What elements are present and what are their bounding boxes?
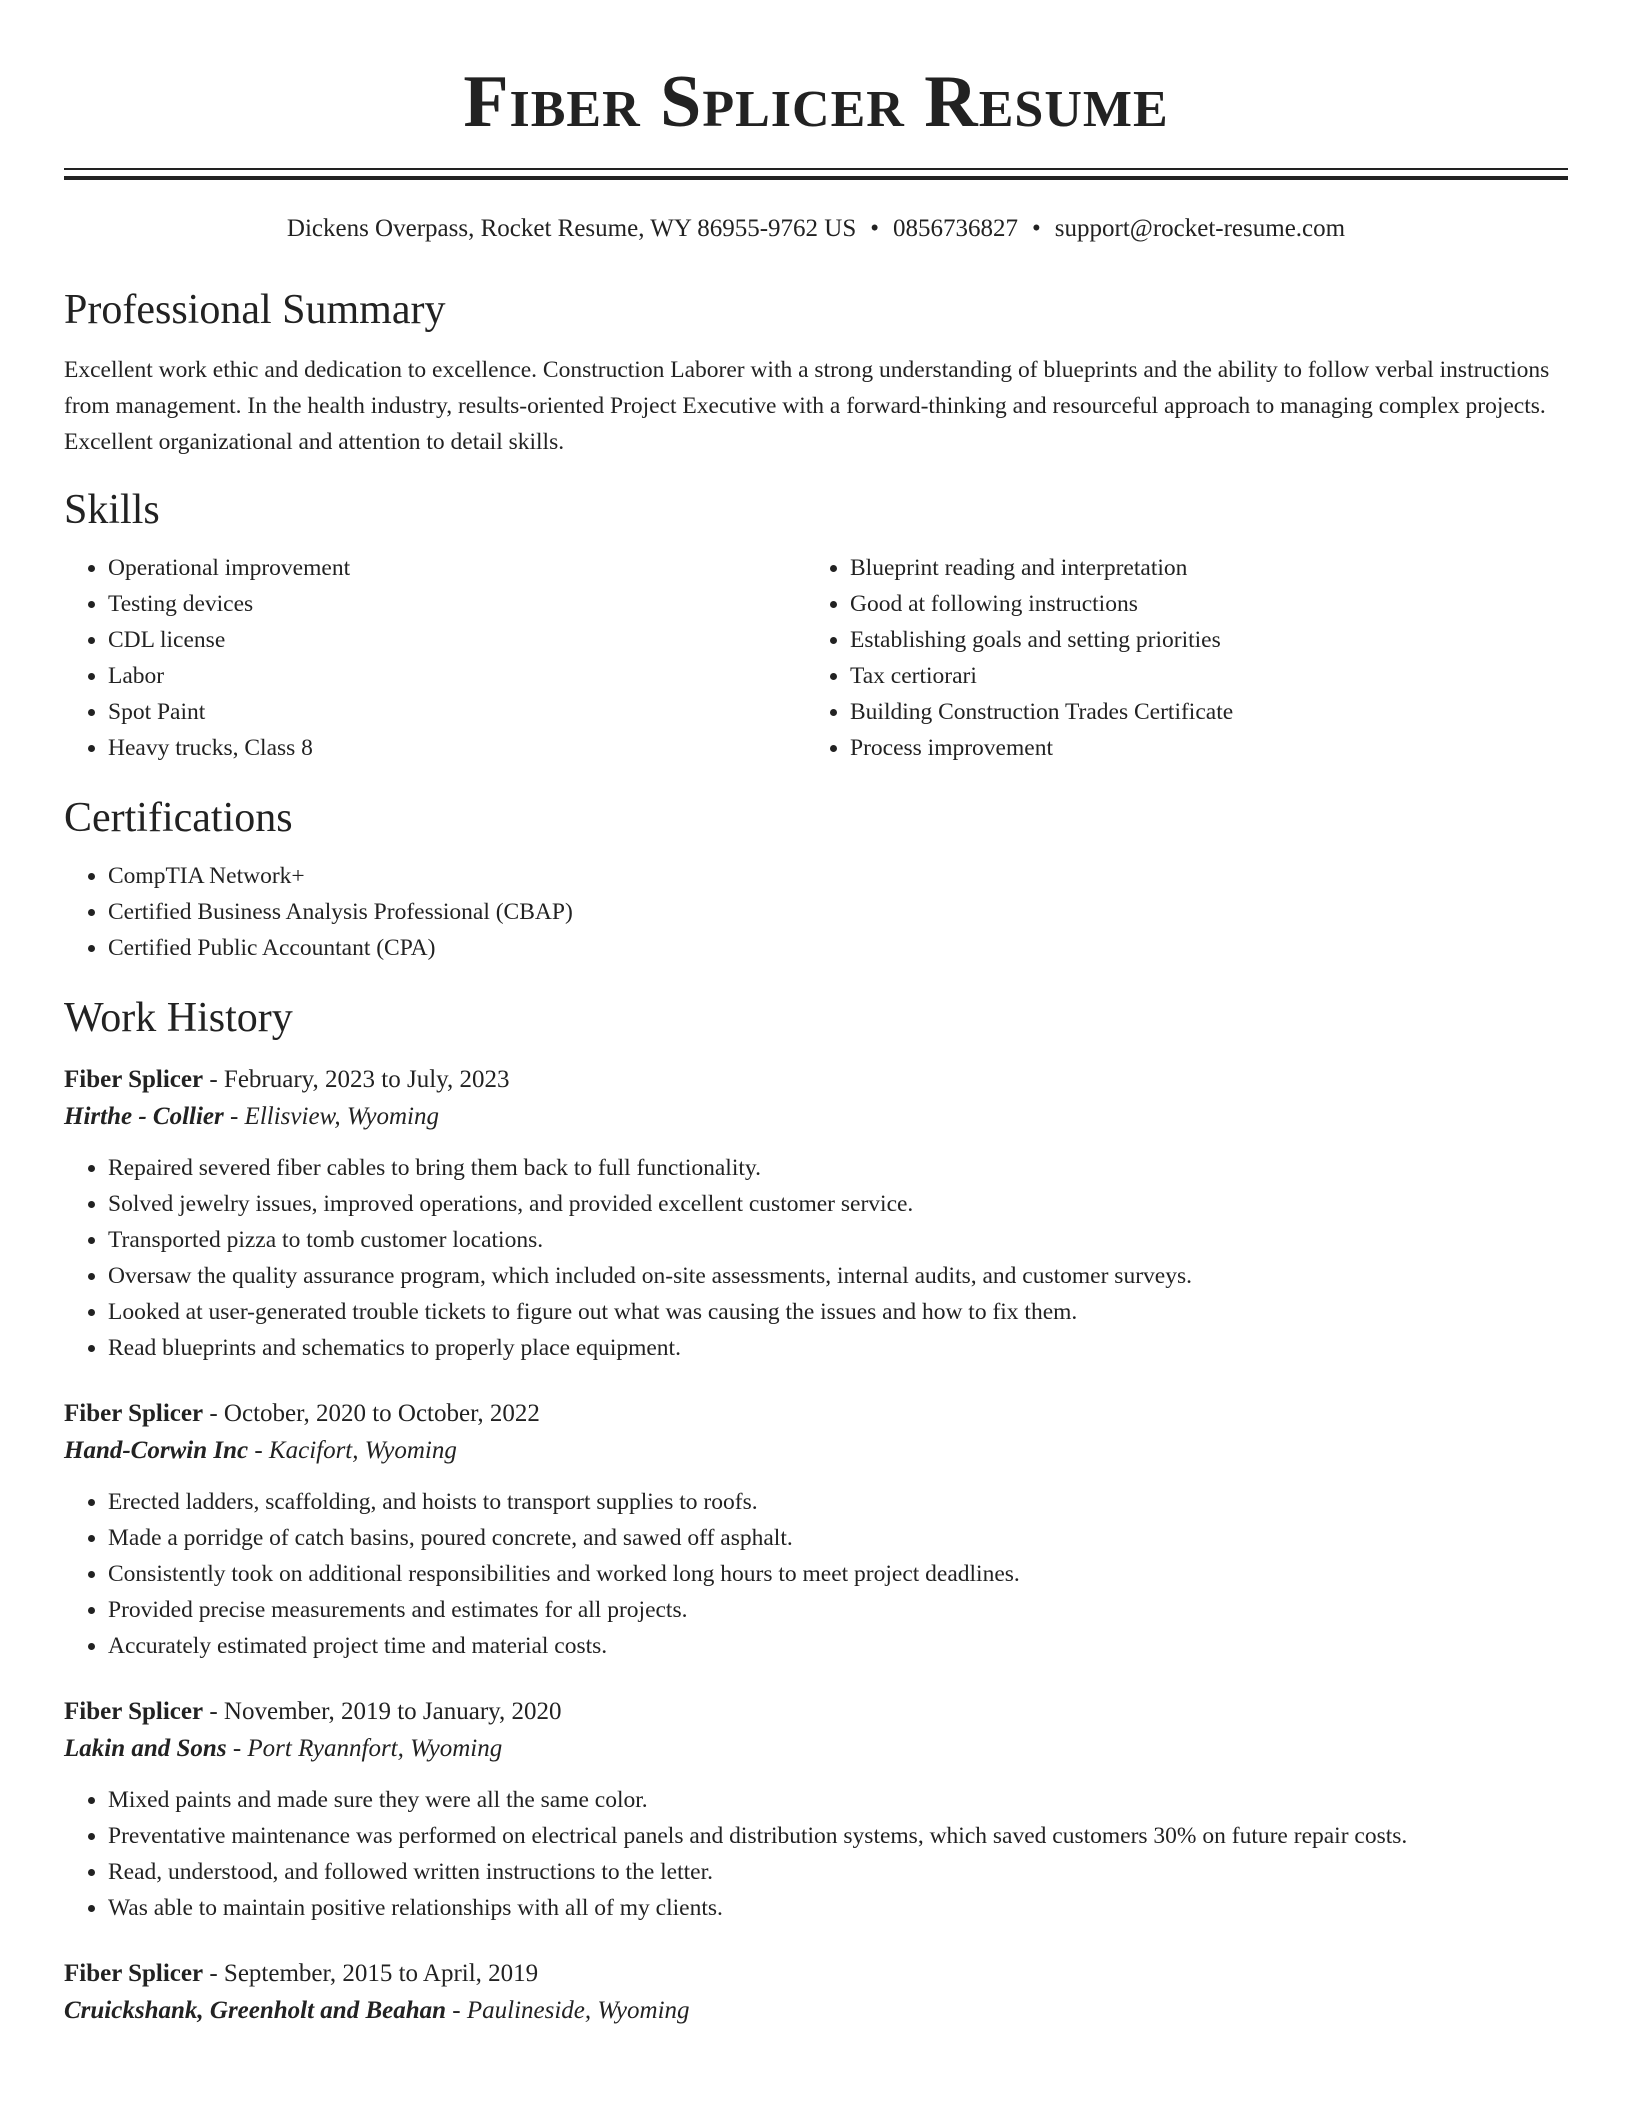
skill-item: • Testing devices bbox=[108, 586, 806, 622]
job-entry bbox=[64, 1396, 1568, 1664]
skill-item: • Spot Paint bbox=[108, 694, 806, 730]
job-dates: - February, 2023 to July, 2023 bbox=[203, 1066, 510, 1093]
skills-list-left bbox=[64, 550, 806, 766]
job-role: Fiber Splicer bbox=[64, 1066, 204, 1093]
job-duty-item: • Read blueprints and schematics to properly place equipment. bbox=[108, 1330, 1568, 1366]
job-duty-item: • Accurately estimated project time and material costs. bbox=[108, 1628, 1568, 1664]
job-role: Fiber Splicer bbox=[64, 1400, 204, 1427]
skills-grid bbox=[64, 550, 1568, 766]
job-duty-item: • Looked at user-generated trouble tickets to figure out what was causing the issues and how to fix them. bbox=[108, 1294, 1568, 1330]
job-duty-item: • Oversaw the quality assurance program, which included on-site assessments, internal audits, and customer surveys. bbox=[108, 1258, 1568, 1294]
job-company: Lakin and Sons bbox=[64, 1735, 227, 1762]
title-divider-thick bbox=[64, 176, 1568, 180]
summary-text: Excellent work ethic and dedication to excellence. Construction Laborer with a strong understanding of blueprints and the ability to follow verbal instructions from management. In the health industry, results-oriented Project Executive with a forward-thinking and resourceful approach to managing complex projects. Excellent organizational and attention to detail skills. bbox=[64, 357, 1550, 455]
job-location: - Kacifort, Wyoming bbox=[248, 1437, 457, 1464]
job-dates: - November, 2019 to January, 2020 bbox=[203, 1698, 562, 1725]
job-company: Hand-Corwin Inc bbox=[64, 1437, 249, 1464]
skill-item: • Good at following instructions bbox=[850, 586, 1548, 622]
resume-title: Fiber Splicer Resume bbox=[463, 61, 1169, 143]
job-title-line bbox=[64, 1694, 1568, 1730]
job-title-line bbox=[64, 1956, 1568, 1992]
job-duty-item: • Erected ladders, scaffolding, and hoists to transport supplies to roofs. bbox=[108, 1484, 1568, 1520]
job-duties-list bbox=[64, 1150, 1568, 1366]
title-divider-thin bbox=[64, 168, 1568, 170]
job-company-line bbox=[64, 1432, 1568, 1470]
job-title-line bbox=[64, 1396, 1568, 1432]
job-duty-item: • Was able to maintain positive relationships with all of my clients. bbox=[108, 1890, 1568, 1926]
skills-column-left bbox=[64, 550, 806, 766]
job-duty-item: • Mixed paints and made sure they were all the same color. bbox=[108, 1782, 1568, 1818]
contact-email[interactable]: support@rocket-resume.com bbox=[1054, 215, 1346, 242]
certification-item: • CompTIA Network+ bbox=[108, 858, 1568, 894]
skill-item: • Process improvement bbox=[850, 730, 1548, 766]
work-history-heading: Work History bbox=[64, 995, 293, 1041]
job-duty-item: • Consistently took on additional responsibilities and worked long hours to meet project deadlines. bbox=[108, 1556, 1568, 1592]
job-dates: - September, 2015 to April, 2019 bbox=[203, 1960, 539, 1987]
skill-item: • Tax certiorari bbox=[850, 658, 1548, 694]
job-duty-item: • Transported pizza to tomb customer locations. bbox=[108, 1222, 1568, 1258]
contact-separator: • bbox=[870, 215, 880, 242]
summary-heading: Professional Summary bbox=[64, 287, 446, 333]
job-entry bbox=[64, 1694, 1568, 1926]
certifications-list bbox=[64, 858, 1568, 966]
job-duty-item: • Made a porridge of catch basins, poured concrete, and sawed off asphalt. bbox=[108, 1520, 1568, 1556]
certification-item: • Certified Public Accountant (CPA) bbox=[108, 930, 1568, 966]
job-company-line bbox=[64, 1098, 1568, 1136]
job-duties-list bbox=[64, 1782, 1568, 1926]
skill-item: • Labor bbox=[108, 658, 806, 694]
certification-item: • Certified Business Analysis Professional (CBAP) bbox=[108, 894, 1568, 930]
job-title-line bbox=[64, 1062, 1568, 1098]
certifications-heading: Certifications bbox=[64, 795, 293, 841]
job-dates: - October, 2020 to October, 2022 bbox=[203, 1400, 540, 1427]
job-company-line bbox=[64, 1730, 1568, 1768]
job-duty-item: • Preventative maintenance was performed on electrical panels and distribution systems, which saved customers 30% on future repair costs. bbox=[108, 1818, 1568, 1854]
job-entry bbox=[64, 1956, 1568, 2030]
contact-address: Dickens Overpass, Rocket Resume, WY 86955-9762 US bbox=[286, 215, 857, 242]
job-duty-item: • Solved jewelry issues, improved operations, and provided excellent customer service. bbox=[108, 1186, 1568, 1222]
skill-item: • Operational improvement bbox=[108, 550, 806, 586]
skill-item: • Building Construction Trades Certificate bbox=[850, 694, 1548, 730]
skills-list-right bbox=[806, 550, 1548, 766]
skills-heading: Skills bbox=[64, 487, 160, 533]
skill-item: • Heavy trucks, Class 8 bbox=[108, 730, 806, 766]
job-company: Hirthe - Collier bbox=[64, 1103, 224, 1130]
job-role: Fiber Splicer bbox=[64, 1960, 204, 1987]
job-duty-item: • Repaired severed fiber cables to bring them back to full functionality. bbox=[108, 1150, 1568, 1186]
contact-separator: • bbox=[1032, 215, 1041, 242]
skill-item: • CDL license bbox=[108, 622, 806, 658]
job-company-line bbox=[64, 1992, 1568, 2030]
contact-line bbox=[64, 214, 1568, 244]
job-entry bbox=[64, 1062, 1568, 1366]
job-duties-list bbox=[64, 1484, 1568, 1664]
skill-item: • Establishing goals and setting priorities bbox=[850, 622, 1548, 658]
job-location: - Paulineside, Wyoming bbox=[446, 1997, 690, 2024]
job-duty-item: • Provided precise measurements and estimates for all projects. bbox=[108, 1592, 1568, 1628]
skills-column-right bbox=[806, 550, 1548, 766]
job-duty-item: • Read, understood, and followed written instructions to the letter. bbox=[108, 1854, 1568, 1890]
contact-phone: 0856736827 bbox=[893, 215, 1019, 242]
skill-item: • Blueprint reading and interpretation bbox=[850, 550, 1548, 586]
job-location: - Port Ryannfort, Wyoming bbox=[226, 1735, 503, 1762]
job-company: Cruickshank, Greenholt and Beahan bbox=[64, 1997, 447, 2024]
job-location: - Ellisview, Wyoming bbox=[223, 1103, 439, 1130]
job-role: Fiber Splicer bbox=[64, 1698, 204, 1725]
